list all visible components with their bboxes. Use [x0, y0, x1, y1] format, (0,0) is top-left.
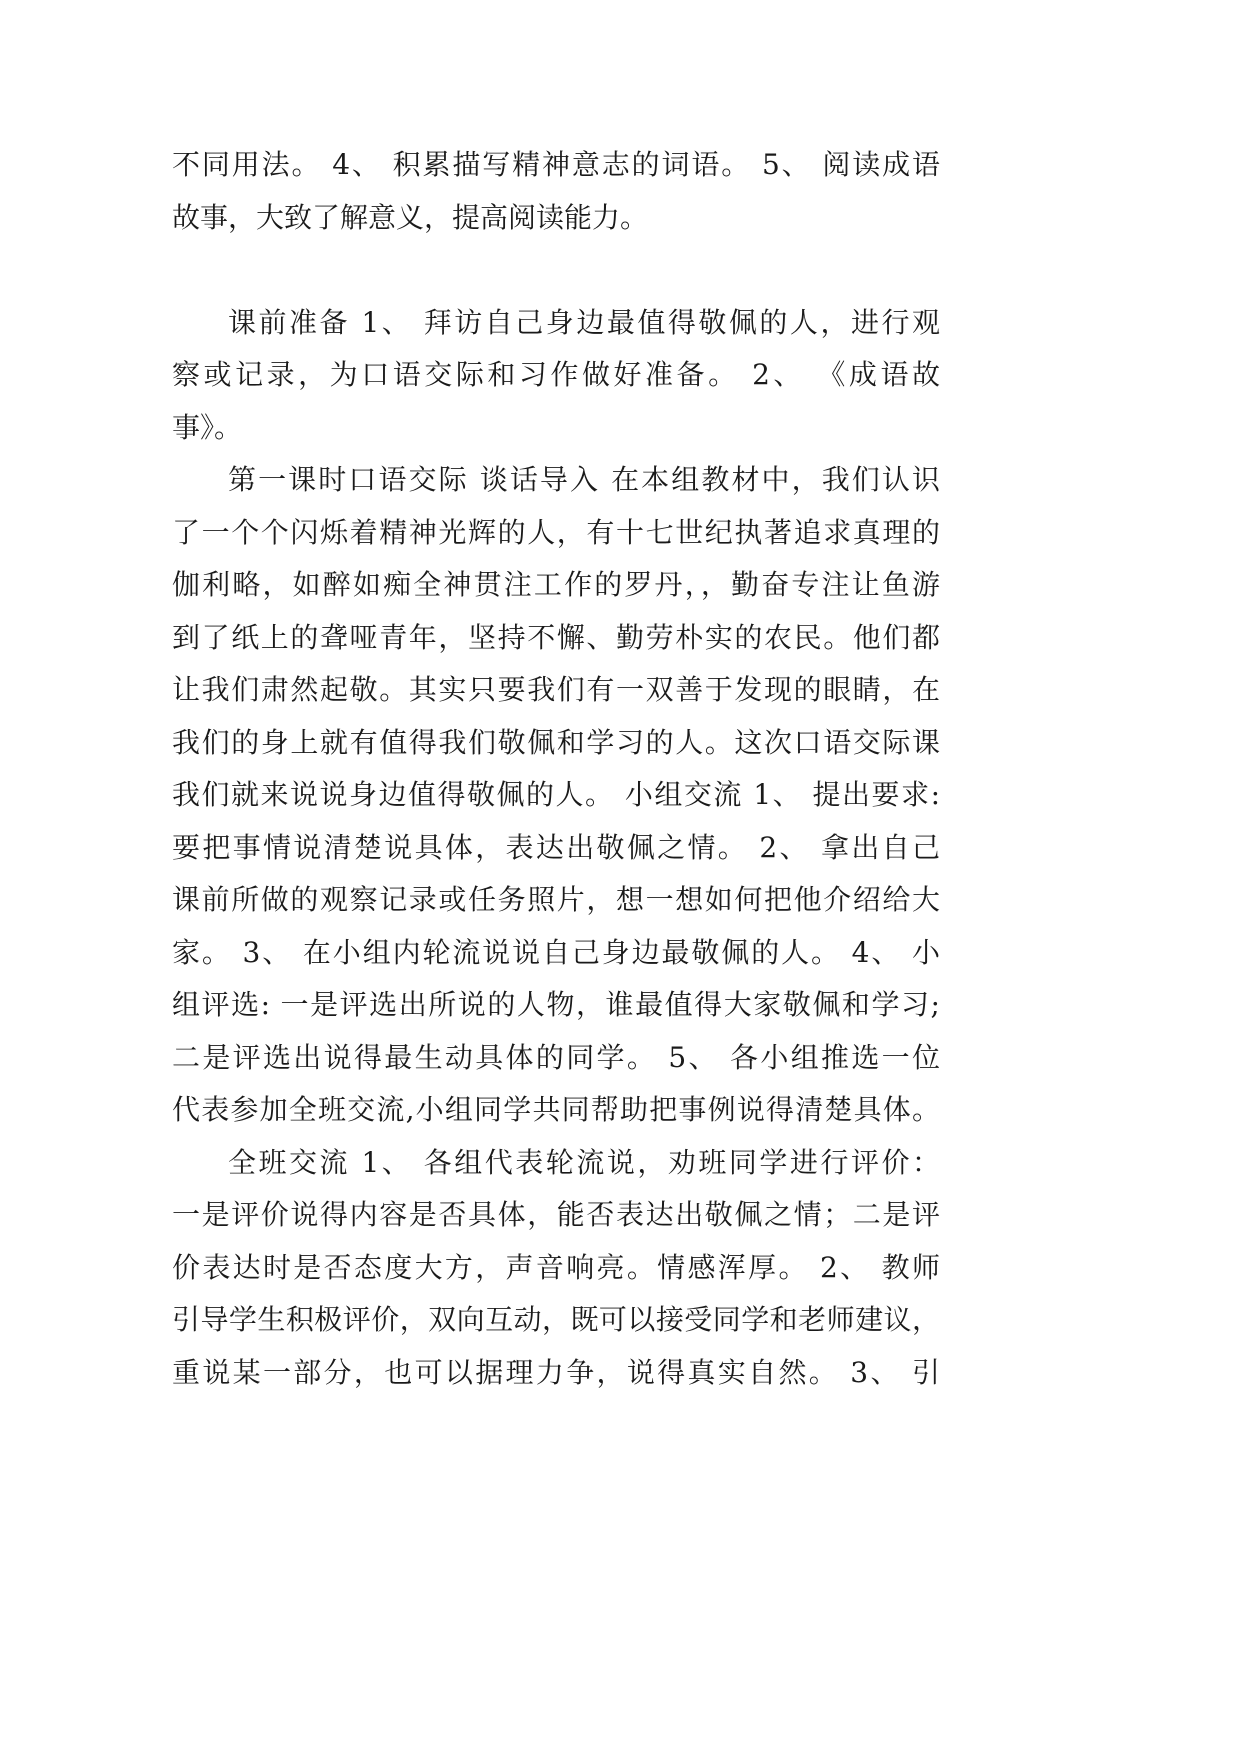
text-line: 课前准备 1、 拜访自己身边最值得敬佩的人，进行观: [228, 305, 940, 339]
text-line: 了一个个闪烁着精神光辉的人，有十七世纪执著追求真理的: [172, 515, 940, 549]
text-line: 要把事情说清楚说具体，表达出敬佩之情。 2、 拿出自己: [172, 830, 940, 864]
text-line: 全班交流 1、 各组代表轮流说，劝班同学进行评价：: [228, 1145, 940, 1179]
text-line: 我们就来说说身边值得敬佩的人。 小组交流 1、 提出要求:: [172, 778, 940, 811]
text-line: 一是评价说得内容是否具体，能否表达出敬佩之情；二是评: [172, 1198, 940, 1231]
document-body: [172, 139, 940, 1399]
text-line: 让我们肃然起敬。其实只要我们有一双善于发现的眼睛，在: [172, 673, 940, 706]
text-line: 代表参加全班交流,小组同学共同帮助把事例说得清楚具体。: [172, 1093, 940, 1126]
text-line: 事》。: [172, 410, 243, 444]
paragraph-objectives-continued: [172, 139, 940, 244]
text-line: 二是评选出说得最生动具体的同学。 5、 各小组推选一位: [172, 1040, 940, 1074]
text-line: 家。 3、 在小组内轮流说说自己身边最敬佩的人。 4、 小: [172, 935, 940, 969]
paragraph-gap: [172, 244, 940, 297]
text-line: 我们的身上就有值得我们敬佩和学习的人。这次口语交际课: [172, 725, 940, 759]
text-line: 课前所做的观察记录或任务照片，想一想如何把他介绍给大: [172, 883, 940, 916]
text-line: 到了纸上的聋哑青年，坚持不懈、勤劳朴实的农民。他们都: [172, 620, 940, 654]
paragraph-class-exchange: [172, 1137, 940, 1400]
paragraph-first-lesson: [172, 454, 940, 1137]
text-line: 第一课时口语交际 谈话导入 在本组教材中，我们认识: [228, 463, 940, 496]
text-line: 伽利略，如醉如痴全神贯注工作的罗丹，，勤奋专注让鱼游: [172, 568, 940, 601]
text-line: 价表达时是否态度大方，声音响亮。情感浑厚。 2、 教师: [172, 1250, 940, 1284]
text-line: 组评选: 一是评选出所说的人物，谁最值得大家敬佩和学习;: [172, 988, 940, 1021]
text-line: 察或记录，为口语交际和习作做好准备。 2、 《成语故: [172, 358, 940, 391]
text-line: 故事，大致了解意义，提高阅读能力。: [172, 200, 649, 234]
text-line: 引导学生积极评价，双向互动，既可以接受同学和老师建议，: [172, 1303, 940, 1336]
text-line: 不同用法。 4、 积累描写精神意志的词语。 5、 阅读成语: [172, 148, 940, 181]
paragraph-preparation: [172, 297, 940, 455]
text-line: 重说某一部分，也可以据理力争，说得真实自然。 3、 引: [172, 1355, 940, 1389]
